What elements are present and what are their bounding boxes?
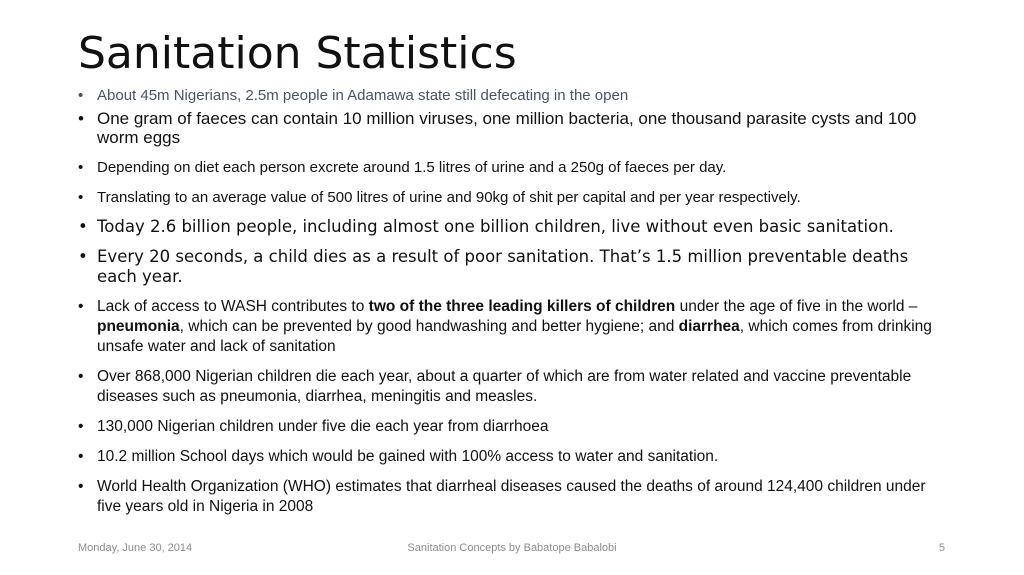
bold-segment: two of the three leading killers of children [368,298,676,315]
bullet-dot: • [78,247,88,266]
bullet-dot: • [78,298,84,315]
bullet-list [78,86,948,517]
bullet-text [97,298,932,355]
slide-title: Sanitation Statistics [78,28,517,79]
bullet-dot: • [78,418,84,435]
bold-segment: pneumonia [97,318,180,335]
bullet-yearly-excretion [78,188,948,208]
bullet-diarrhoea-deaths [78,417,948,437]
bullet-text: Translating to an average value of 500 litres of urine and 90kg of shit per capital and per year respectively. [97,189,801,206]
bullet-text: Every 20 seconds, a child dies as a result of poor sanitation. That’s 1.5 million preventable deaths each year. [97,247,909,286]
text-segment: , which can be prevented by good handwashing and better hygiene; and [179,318,679,335]
bullet-child-deaths [78,247,948,287]
bullet-nigerian-child-deaths [78,367,948,407]
text-segment: , which comes from drinking unsafe water and lack of sanitation [97,318,932,355]
bullet-daily-excretion [78,158,948,178]
page-number: 5 [938,542,945,554]
text-segment: under the age of five in the world – [675,298,918,315]
bullet-dot: • [78,159,84,176]
bullet-text: Today 2.6 billion people, including almost one billion children, live without even basic sanitation. [97,217,894,236]
bold-segment: diarrhea [678,318,740,335]
bullet-wash-access [78,297,948,357]
bullet-text: About 45m Nigerians, 2.5m people in Adamawa state still defecating in the open [97,87,629,104]
bullet-school-days [78,447,948,467]
bullet-dot: • [78,217,88,236]
bullet-dot: • [78,448,84,465]
bullet-dot: • [78,87,84,104]
footer-date: Monday, June 30, 2014 [78,542,193,554]
bullet-text: World Health Organization (WHO) estimates that diarrheal diseases caused the deaths of around 124,400 children under five years old in Nigeria in 2008 [97,478,926,515]
footer-title: Sanitation Concepts by Babatope Babalobi [407,542,617,554]
bullet-open-defecation [78,86,948,105]
bullet-text: 130,000 Nigerian children under five die each year from diarrhoea [97,418,549,435]
bullet-who-estimate [78,477,948,517]
bullet-dot: • [78,109,84,128]
bullet-text: Over 868,000 Nigerian children die each year, about a quarter of which are from water related and vaccine preventable diseases such as pneumonia, diarrhea, meningitis and measles. [97,368,912,405]
bullet-dot: • [78,478,84,495]
bullet-dot: • [78,368,84,385]
bullet-basic-sanitation [78,217,948,237]
bullet-dot: • [78,189,84,206]
text-segment: Lack of access to WASH contributes to [97,298,369,315]
bullet-text: One gram of faeces can contain 10 million viruses, one million bacteria, one thousand parasite cysts and 100 worm eggs [97,109,917,147]
bullet-text: 10.2 million School days which would be gained with 100% access to water and sanitation. [97,448,719,465]
bullet-text: Depending on diet each person excrete around 1.5 litres of urine and a 250g of faeces per day. [97,159,727,176]
bullet-faeces-contents [78,109,948,147]
